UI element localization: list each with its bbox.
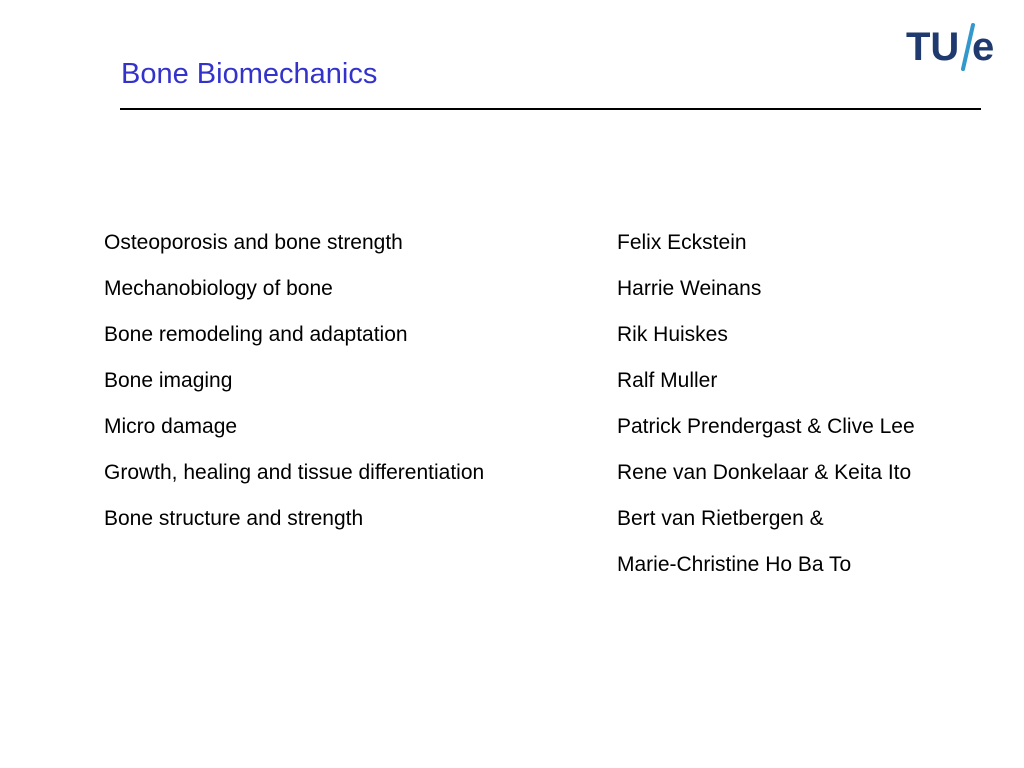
- speaker-text: Patrick Prendergast & Clive Lee: [617, 415, 915, 438]
- topic-text: Bone structure and strength: [104, 507, 364, 530]
- table-row: [0, 550, 1024, 580]
- speaker-text: Rik Huiskes: [617, 323, 728, 346]
- topic-text: Mechanobiology of bone: [104, 277, 333, 300]
- logo-text-tu: [906, 24, 959, 70]
- table-row: [0, 504, 1024, 534]
- speaker-text: Rene van Donkelaar & Keita Ito: [617, 461, 912, 484]
- table-row: [0, 458, 1024, 488]
- slide-title: Bone Biomechanics: [121, 58, 378, 90]
- table-row: [0, 366, 1024, 396]
- logo-text-tu-label: TU: [906, 25, 960, 69]
- topic-text: Osteoporosis and bone strength: [104, 231, 403, 254]
- table-row: [0, 274, 1024, 304]
- speaker-text: Marie-Christine Ho Ba To: [617, 553, 852, 576]
- speaker-text: Harrie Weinans: [617, 277, 762, 300]
- table-row: [0, 412, 1024, 442]
- speaker-text: Ralf Muller: [617, 369, 718, 392]
- topic-text: Bone imaging: [104, 369, 233, 392]
- table-row: [0, 228, 1024, 258]
- topic-text: Bone remodeling and adaptation: [104, 323, 408, 346]
- logo-text-e: e: [972, 25, 995, 69]
- topic-text: Micro damage: [104, 415, 238, 438]
- title-divider: [120, 108, 981, 110]
- speaker-text: Felix Eckstein: [617, 231, 747, 254]
- table-row: [0, 320, 1024, 350]
- topic-text: Growth, healing and tissue differentiation: [104, 461, 485, 484]
- tue-logo: [906, 24, 998, 70]
- speaker-text: Bert van Rietbergen &: [617, 507, 824, 530]
